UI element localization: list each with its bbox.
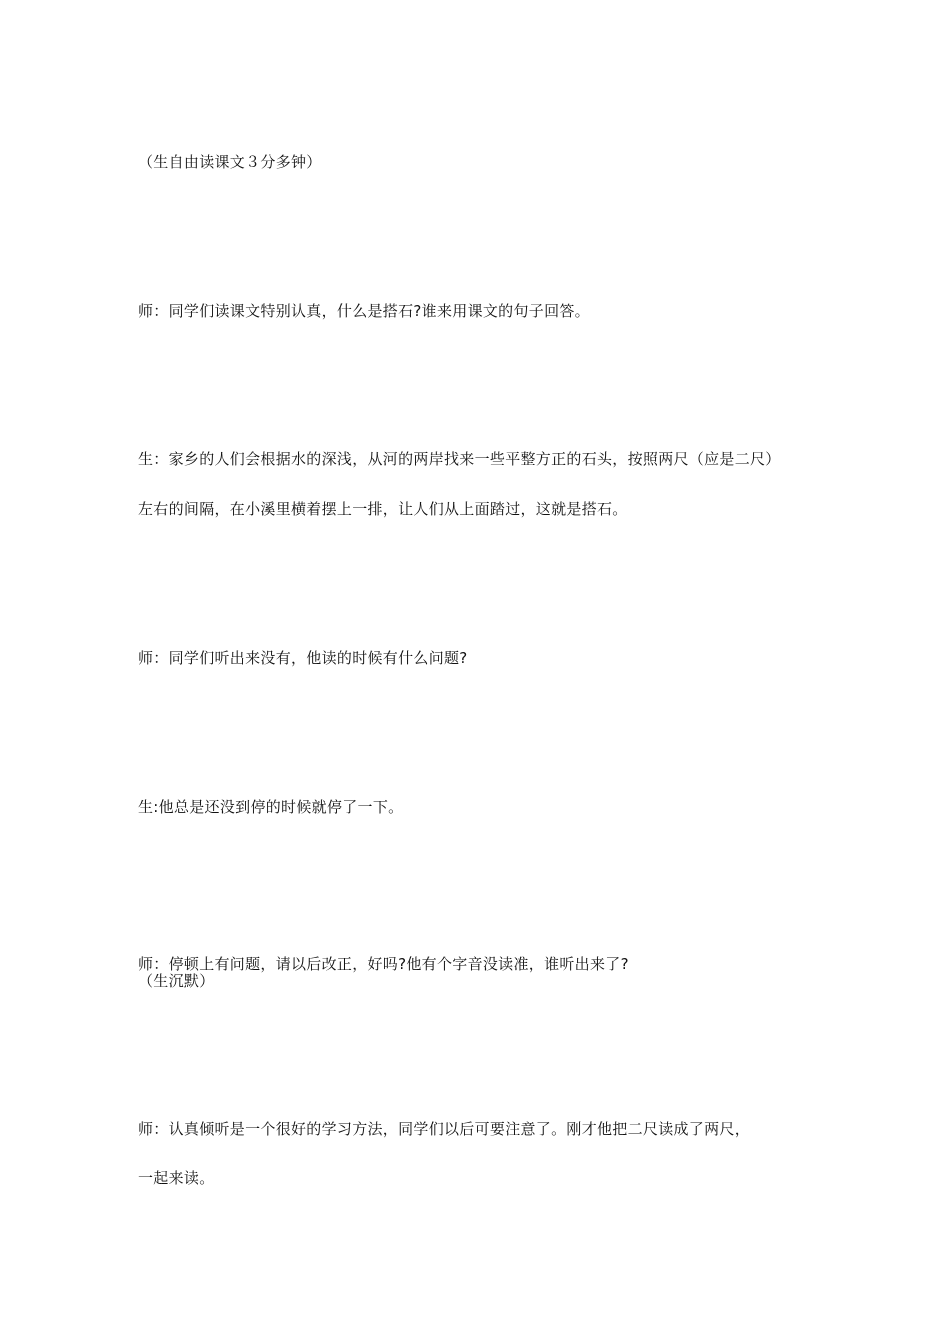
student-answer-line-1: 生：家乡的人们会根据水的深浅，从河的两岸找来一些平整方正的石头，按照两尺（应是二尺）	[138, 450, 781, 468]
teacher-question-problem: 师：同学们听出来没有，他读的时候有什么问题?	[138, 649, 468, 667]
teacher-comment-listening-line-2: 一起来读。	[138, 1169, 215, 1187]
stage-direction-reading: （生自由读课文３分多钟）	[138, 153, 322, 171]
teacher-comment-pause: 师：停顿上有问题，请以后改正，好吗?他有个字音没读准，谁听出来了?	[138, 955, 629, 973]
teacher-comment-listening-line-1: 师：认真倾听是一个很好的学习方法，同学们以后可要注意了。刚才他把二尺读成了两尺，	[138, 1120, 751, 1138]
student-answer-pause: 生:他总是还没到停的时候就停了一下。	[138, 798, 404, 816]
teacher-question-dashi: 师：同学们读课文特别认真，什么是搭石?谁来用课文的句子回答。	[138, 302, 590, 320]
student-answer-line-2: 左右的间隔，在小溪里横着摆上一排，让人们从上面踏过，这就是搭石。	[138, 500, 628, 518]
stage-direction-silence: （生沉默）	[138, 972, 215, 990]
